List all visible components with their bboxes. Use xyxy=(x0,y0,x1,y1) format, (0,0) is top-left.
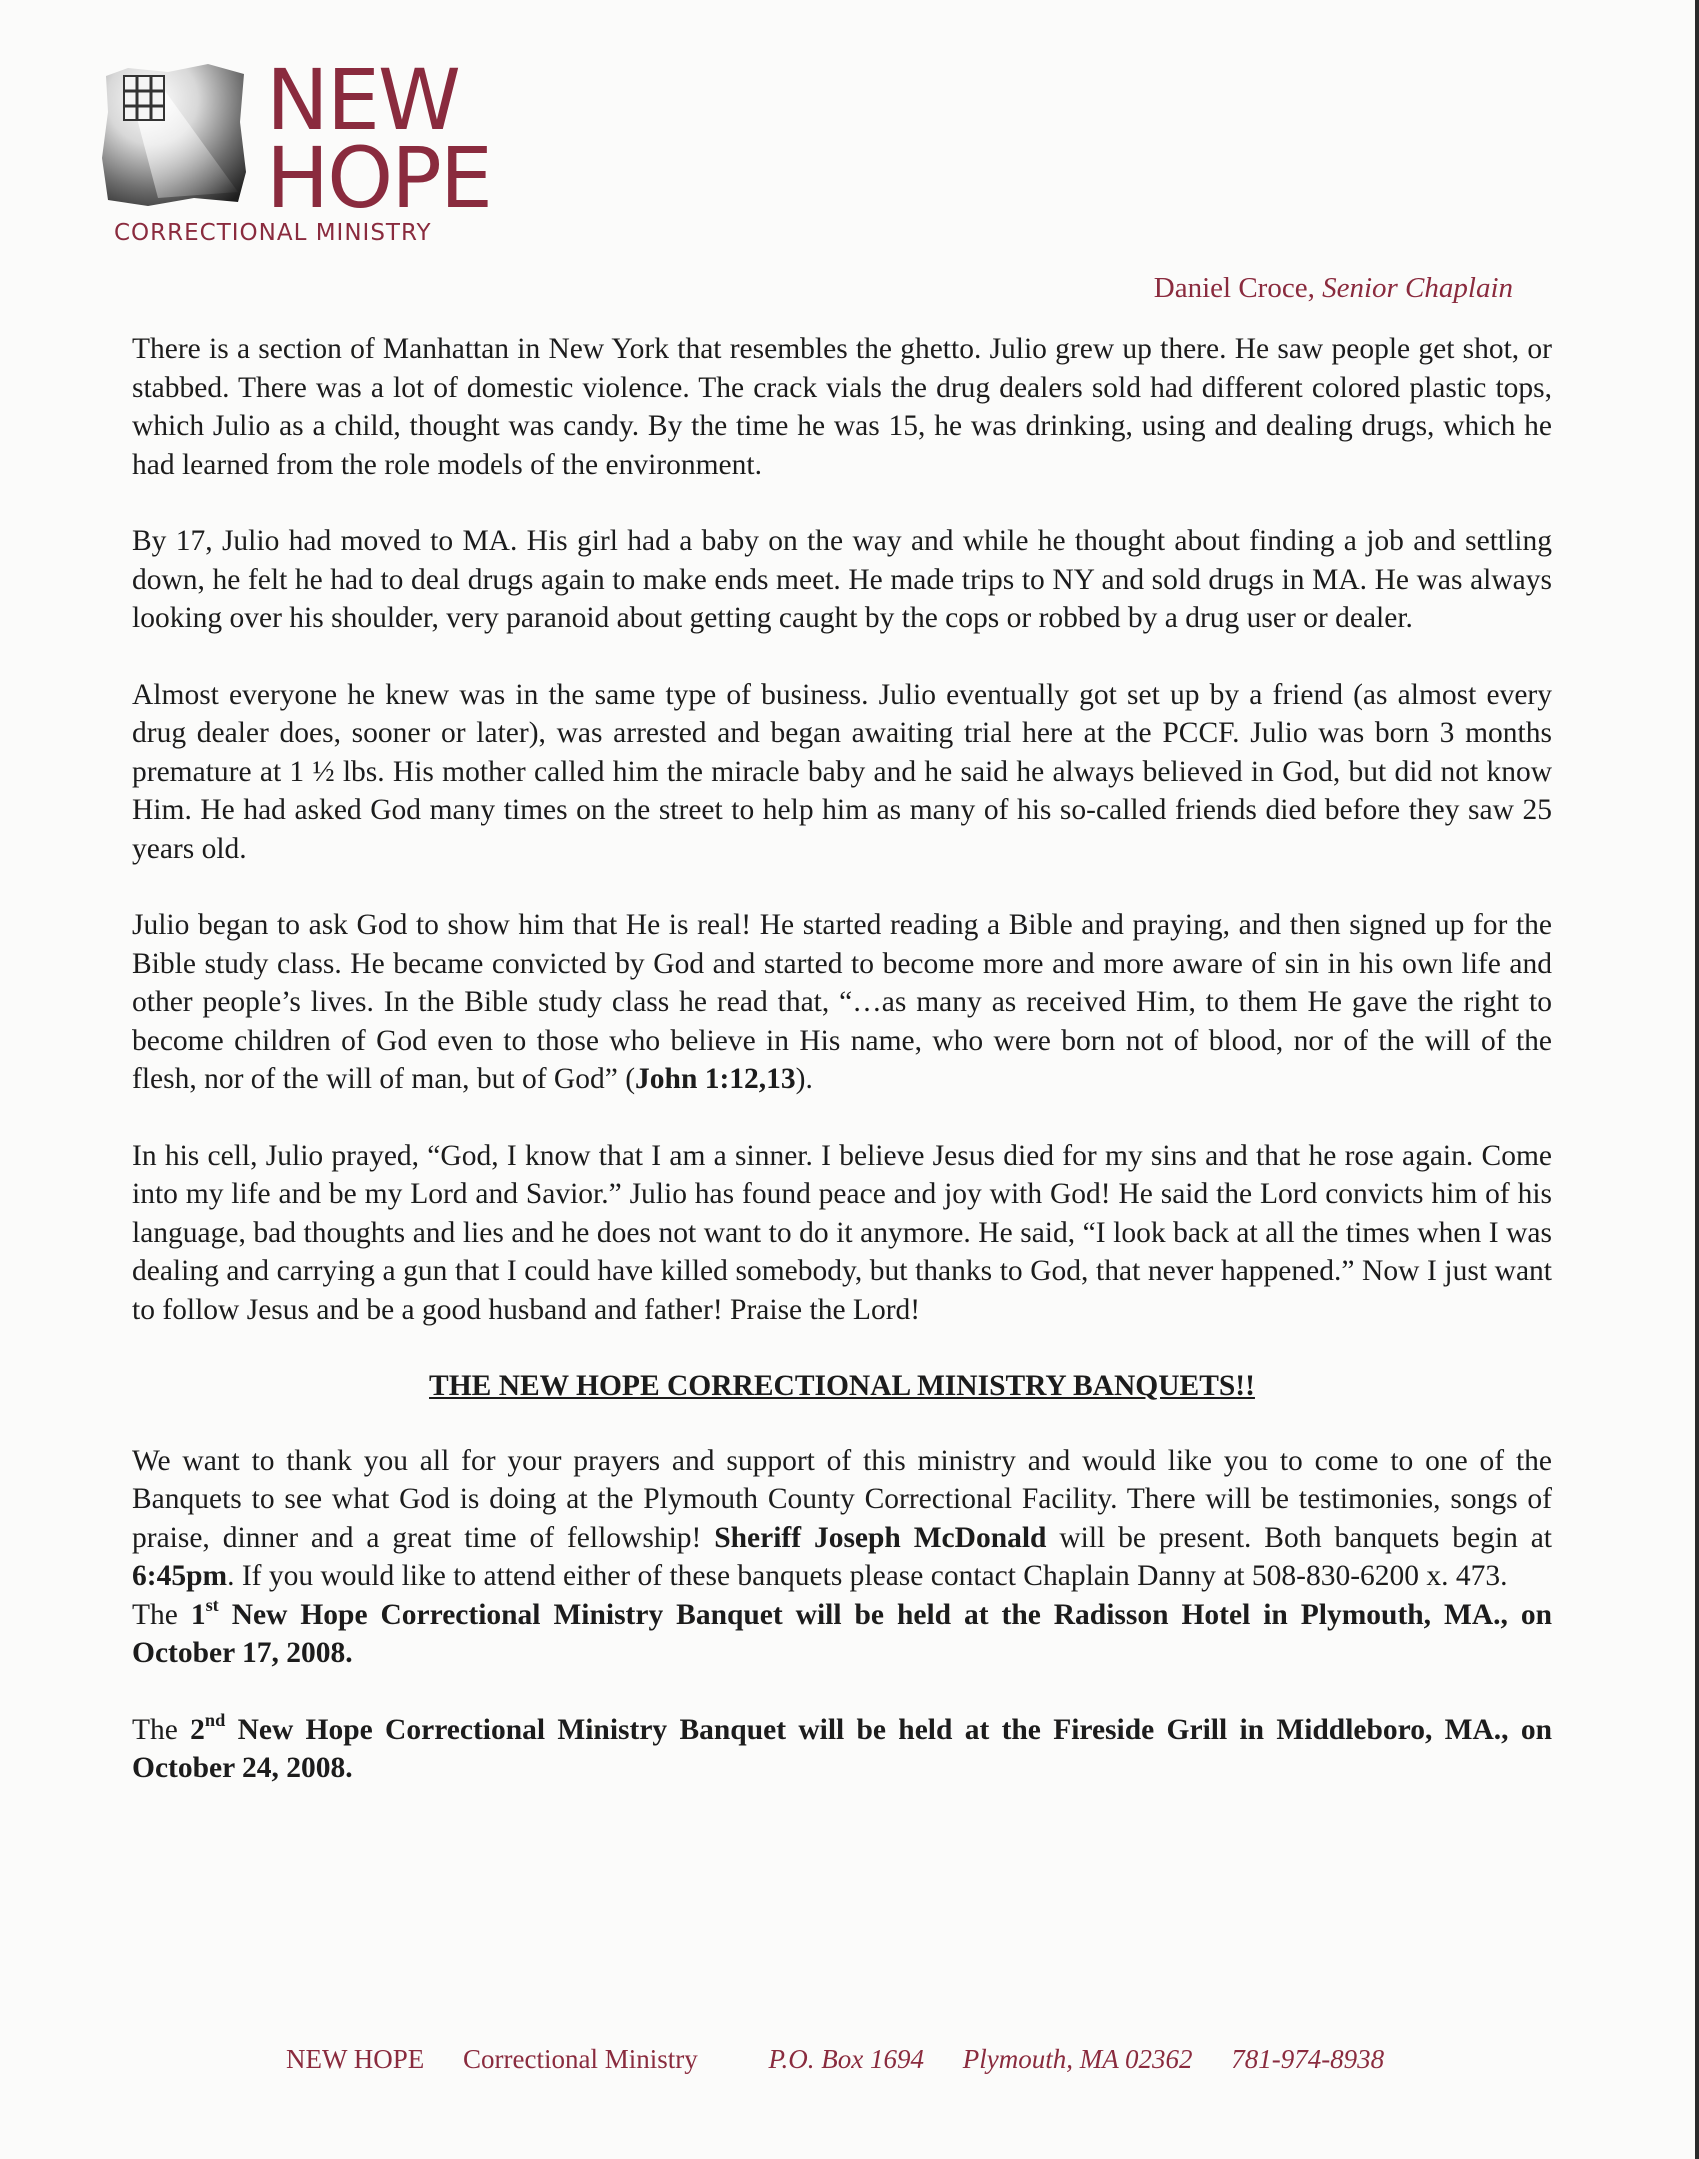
story-paragraph-5: In his cell, Julio prayed, “God, I know that I am a sinner. I believe Jesus died for my sins and that he rose again. Come into my life and be my Lord and Savior.” Julio has found peace and joy with God! He said the Lord convicts him of his language, bad thoughts and lies and he does not want to do it anymore. He said, “I look back at all the times when I was dealing and carrying a gun that I could have killed somebody, but thanks to God, that never happened.” Now I just want to follow Jesus and be a good husband and father! Praise the Lord! xyxy=(132,1139,1552,1326)
second-banquet-details xyxy=(132,1709,1552,1785)
start-time: 6:45pm xyxy=(132,1560,228,1592)
footer-contact xyxy=(286,2044,1416,2075)
story-paragraph-4-end: ). xyxy=(795,1063,813,1095)
footer-org xyxy=(286,2044,730,2074)
sheriff-name: Sheriff Joseph McDonald xyxy=(714,1521,1047,1554)
story-paragraph-3: Almost everyone he knew was in the same type of business. Julio eventually got set up by a friend (as almost every drug dealer does, sooner or later), was arrested and began awaiting trial here at the PCCF. Julio was born 3 months premature at 1 ½ lbs. His mother called him the miracle baby and he said he always believed in God, but did not know Him. He had asked God many times on the street to help him as many of his so-called friends died before they saw 25 years old. xyxy=(132,678,1552,865)
footer-phone-text: 781-974-8938 xyxy=(1231,2044,1385,2074)
first-banquet-the: The xyxy=(132,1598,191,1631)
second-banquet-ordinal: nd xyxy=(204,1709,226,1730)
first-banquet-details xyxy=(132,1594,1552,1670)
first-banquet-text: New Hope Correctional Ministry Banquet will be held at the Radisson Hotel in Plymouth, MA., on October 17, 2008. xyxy=(132,1598,1552,1669)
second-banquet-text: New Hope Correctional Ministry Banquet will be held at the Fireside Grill in Middleboro, MA., on October 24, 2008. xyxy=(132,1713,1552,1784)
story-paragraph-4 xyxy=(132,906,1552,1099)
window-light-logo-icon xyxy=(98,62,248,208)
author-name: Daniel Croce, xyxy=(1153,272,1315,304)
footer-city-text: Plymouth, MA 02362 xyxy=(962,2044,1193,2074)
banquets-intro-text-a: We want to thank you all for your prayers and support of this ministry and would like you to come to one of the Banquets to see what God is doing at the Plymouth County Correctional Facility. There will be testimonies, songs of praise, dinner and a great time of fellowship! xyxy=(132,1444,1552,1554)
first-banquet-ordinal: st xyxy=(205,1594,219,1615)
logo-subtitle: CORRECTIONAL MINISTRY xyxy=(114,220,432,246)
story-paragraph-2: By 17, Julio had moved to MA. His girl had a baby on the way and while he thought about finding a job and settling down, he felt he had to deal drugs again to make ends meet. He made trips to NY and sold drugs in MA. He was always looking over his shoulder, very paranoid about getting caught by the cops or robbed by a drug user or dealer. xyxy=(132,525,1552,634)
new-hope-logo xyxy=(94,51,494,250)
footer-phone xyxy=(1231,2044,1384,2074)
banquets-intro-text-c: . If you would like to attend either of these banquets please contact Chaplain Danny at 508-830-6200 x. 473. xyxy=(227,1560,1508,1592)
author-line xyxy=(1154,272,1513,305)
logo-new-text: NEW xyxy=(266,51,459,149)
footer-city xyxy=(963,2044,1193,2074)
author-title: Senior Chaplain xyxy=(1322,272,1513,304)
banquets-heading: THE NEW HOPE CORRECTIONAL MINISTRY BANQUETS!! xyxy=(429,1370,1255,1402)
footer-po-box xyxy=(768,2044,924,2074)
logo-hope-text: HOPE xyxy=(266,129,492,227)
story-paragraph-1: There is a section of Manhattan in New York that resembles the ghetto. Julio grew up there. He saw people get shot, or stabbed. There was a lot of domestic violence. The crack vials the drug dealers sold had different colored plastic tops, which Julio as a child, thought was candy. By the time he was 15, he was drinking, using and dealing drugs, which he had learned from the role models of the environment. xyxy=(132,333,1552,481)
letter-body xyxy=(132,330,1552,1826)
second-banquet-the: The xyxy=(132,1713,191,1746)
banquets-intro-text-b: will be present. Both banquets begin at xyxy=(1046,1521,1552,1554)
footer-org-caps: NEW HOPE xyxy=(286,2044,425,2074)
second-banquet-number: 2 xyxy=(190,1713,205,1746)
footer-org-rest: Correctional Ministry xyxy=(456,2044,698,2074)
first-banquet-number: 1 xyxy=(190,1598,206,1631)
banquets-intro xyxy=(132,1442,1552,1596)
scan-edge-divider xyxy=(1695,0,1699,2159)
first-banquet xyxy=(132,1596,1552,1673)
second-banquet xyxy=(132,1711,1552,1788)
story-paragraph-4-text: Julio began to ask God to show him that He is real! He started reading a Bible and praying, and then signed up for the Bible study class. He became convicted by God and started to become more and more aware of sin in his own life and other people’s lives. In the Bible study class he read that, “…as many as received Him, to them He gave the right to become children of God even to those who believe in His name, who were born not of blood, nor of the will of the flesh, nor of the will of man, but of God” ( xyxy=(132,909,1552,1095)
footer-po-box-text: P.O. Box 1694 xyxy=(768,2044,924,2074)
scripture-reference: John 1:12,13 xyxy=(635,1063,796,1095)
